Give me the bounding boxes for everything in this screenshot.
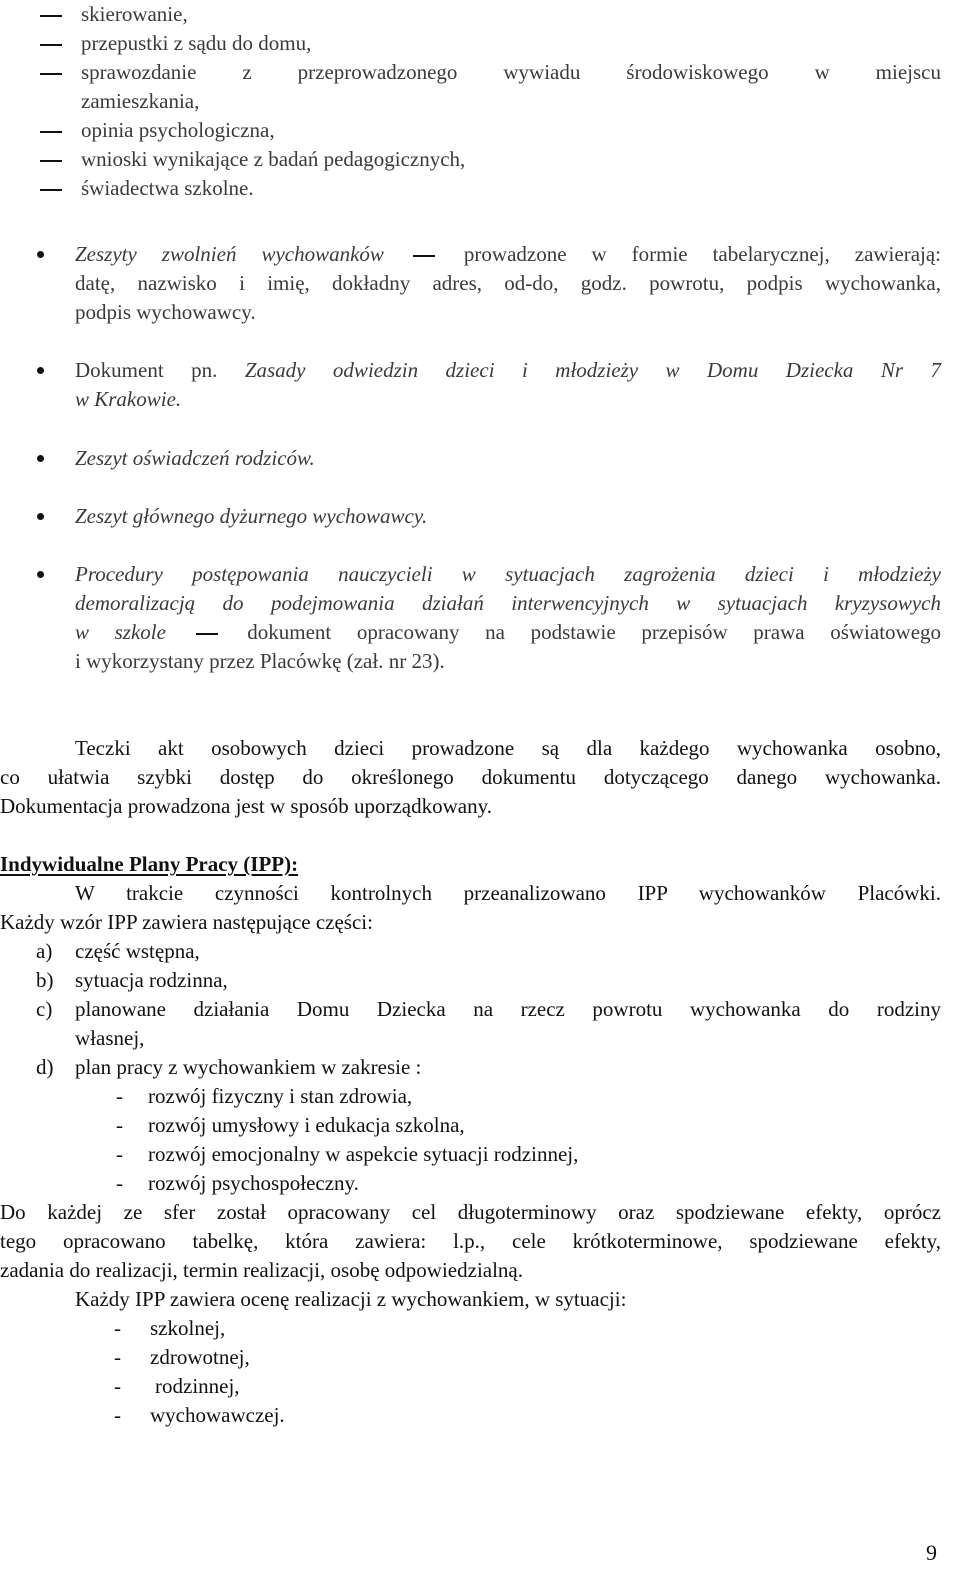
- list-item: planowane działania Domu Dziecka na rzecz powrotu wychowanka do rodziny: [75, 997, 941, 1021]
- bullet-item: [75, 356, 941, 385]
- paragraph-line: Dokumentacja prowadzona jest w sposób uporządkowany.: [0, 794, 493, 818]
- sub-list-marker: -: [116, 1142, 123, 1166]
- bullet-marker: [37, 251, 44, 258]
- sub-list-marker: -: [116, 1113, 123, 1137]
- list-marker: a): [36, 939, 53, 963]
- bullet-text: dokument opracowany na podstawie przepisów prawa oświatowego: [247, 620, 942, 644]
- bullet-text: prowadzone w formie tabelarycznej, zawierają:: [463, 242, 942, 266]
- bullet-line: podpis wychowawcy.: [75, 300, 256, 324]
- sub-list-item: zdrowotnej,: [150, 1345, 250, 1369]
- bullet-item: Procedury postępowania nauczycieli w sytuacjach zagrożenia dzieci i młodzieży: [75, 562, 941, 586]
- list-item: sprawozdanie z przeprowadzonego wywiadu środowiskowego w miejscu: [81, 60, 941, 84]
- sub-list-item: rozwój emocjonalny w aspekcie sytuacji rodzinnej,: [148, 1142, 579, 1166]
- sub-list-item: rozwój psychospołeczny.: [148, 1171, 359, 1195]
- paragraph-line: Każdy wzór IPP zawiera następujące części:: [0, 910, 373, 934]
- dash-marker: [40, 131, 62, 133]
- sub-list-marker: -: [116, 1084, 123, 1108]
- sub-list-item: rozwój fizyczny i stan zdrowia,: [148, 1084, 413, 1108]
- page-number: 9: [926, 1540, 937, 1565]
- paragraph-line: Do każdej ze sfer został opracowany cel długoterminowy oraz spodziewane efekty, oprócz: [0, 1200, 941, 1224]
- list-item-continuation: zamieszkania,: [81, 89, 200, 113]
- bullet-italic-text: w szkole: [75, 620, 166, 644]
- list-item: świadectwa szkolne.: [81, 176, 254, 200]
- sub-list-marker: -: [114, 1316, 121, 1340]
- section-heading: Indywidualne Plany Pracy (IPP):: [0, 852, 299, 876]
- sub-list-marker: -: [114, 1403, 121, 1427]
- list-marker: d): [36, 1055, 54, 1079]
- bullet-marker: [37, 455, 44, 462]
- bullet-line: i wykorzystany przez Placówkę (zał. nr 23).: [75, 649, 445, 673]
- bullet-marker: [37, 571, 44, 578]
- dash-marker: [40, 15, 62, 17]
- bullet-item: [75, 240, 941, 269]
- list-item: opinia psychologiczna,: [81, 118, 275, 142]
- bullet-line: datę, nazwisko i imię, dokładny adres, od-do, godz. powrotu, podpis wychowanka,: [75, 271, 941, 295]
- dash-marker: [40, 73, 62, 75]
- sub-list-item: szkolnej,: [150, 1316, 226, 1340]
- dash-marker: [413, 255, 435, 257]
- list-item: sytuacja rodzinna,: [75, 968, 228, 992]
- bullet-line: w Krakowie.: [75, 387, 182, 411]
- dash-marker: [40, 189, 62, 191]
- list-item: wnioski wynikające z badań pedagogicznych,: [81, 147, 466, 171]
- bullet-marker: [37, 513, 44, 520]
- paragraph-line: tego opracowano tabelkę, która zawiera: l.p., cele krótkoterminowe, spodziewane efekty,: [0, 1229, 941, 1253]
- list-marker: b): [36, 968, 54, 992]
- list-item: przepustki z sądu do domu,: [81, 31, 312, 55]
- paragraph-line: zadania do realizacji, termin realizacji, osobę odpowiedzialną.: [0, 1258, 524, 1282]
- sub-list-marker: -: [114, 1374, 121, 1398]
- bullet-line: [75, 618, 941, 647]
- dash-marker: [40, 44, 62, 46]
- paragraph-line: Teczki akt osobowych dzieci prowadzone są dla każdego wychowanka osobno,: [75, 736, 941, 760]
- list-item-continuation: własnej,: [75, 1026, 145, 1050]
- bullet-italic-text: Zasady odwiedzin dzieci i młodzieży w Domu Dziecka Nr 7: [244, 358, 941, 382]
- list-item: część wstępna,: [75, 939, 200, 963]
- bullet-text: Dokument pn.: [75, 358, 218, 382]
- list-marker: c): [36, 997, 53, 1021]
- paragraph-line: W trakcie czynności kontrolnych przeanalizowano IPP wychowanków Placówki.: [75, 881, 941, 905]
- sub-list-marker: -: [116, 1171, 123, 1195]
- bullet-line: demoralizacją do podejmowania działań interwencyjnych w sytuacjach kryzysowych: [75, 591, 941, 615]
- bullet-marker: [37, 367, 44, 374]
- list-item: skierowanie,: [81, 2, 188, 26]
- dash-marker: [196, 633, 218, 635]
- list-item: plan pracy z wychowankiem w zakresie :: [75, 1055, 422, 1079]
- dash-marker: [40, 160, 62, 162]
- sub-list-item: rozwój umysłowy i edukacja szkolna,: [148, 1113, 465, 1137]
- paragraph-line: Każdy IPP zawiera ocenę realizacji z wychowankiem, w sytuacji:: [75, 1287, 627, 1311]
- sub-list-item: rodzinnej,: [155, 1374, 240, 1398]
- sub-list-item: wychowawczej.: [150, 1403, 285, 1427]
- bullet-item: Zeszyt oświadczeń rodziców.: [75, 446, 315, 470]
- sub-list-marker: -: [114, 1345, 121, 1369]
- paragraph-line: co ułatwia szybki dostęp do określonego dokumentu dotyczącego danego wychowanka.: [0, 765, 941, 789]
- bullet-item: Zeszyt głównego dyżurnego wychowawcy.: [75, 504, 428, 528]
- bullet-italic-text: Zeszyty zwolnień wychowanków: [75, 242, 384, 266]
